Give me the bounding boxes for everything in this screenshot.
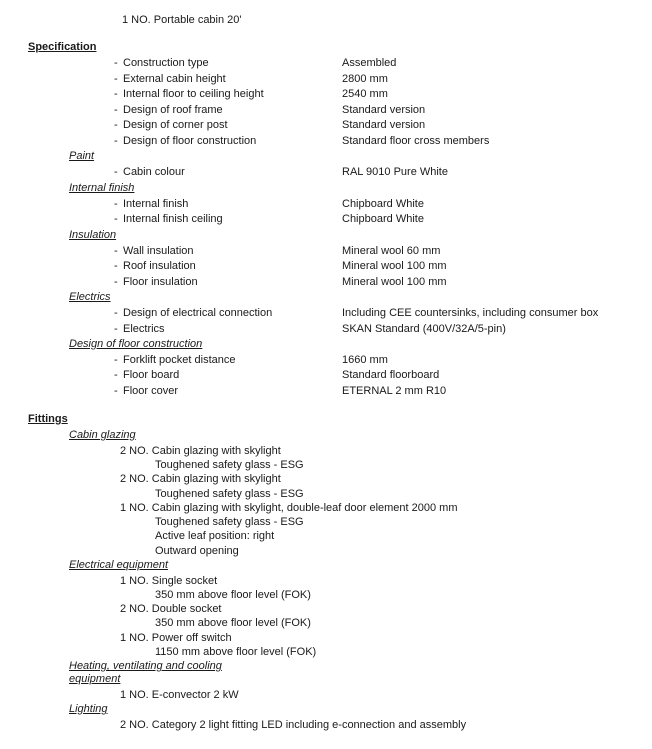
bullet-dash: -	[114, 245, 118, 257]
lighting-subheading: Lighting	[69, 703, 108, 715]
bullet-dash: -	[114, 135, 118, 147]
bullet-dash: -	[114, 73, 118, 85]
spec-label: Wall insulation	[123, 245, 194, 257]
spec-label: Design of electrical connection	[123, 307, 273, 319]
bullet-dash: -	[114, 354, 118, 366]
spec-value: Standard floor cross members	[342, 135, 490, 147]
cabin-glazing-subheading: Cabin glazing	[69, 429, 136, 441]
spec-value: SKAN Standard (400V/32A/5-pin)	[342, 323, 506, 335]
fitting-item: 1 NO. Cabin glazing with skylight, double-leaf door element 2000 mm	[120, 502, 458, 514]
fitting-item: 1 NO. E-convector 2 kW	[120, 689, 239, 701]
fitting-item: 2 NO. Cabin glazing with skylight	[120, 473, 281, 485]
spec-label: Roof insulation	[123, 260, 196, 272]
spec-label: Floor cover	[123, 385, 179, 397]
fitting-item: 2 NO. Cabin glazing with skylight	[120, 445, 281, 457]
spec-value: Mineral wool 60 mm	[342, 245, 441, 257]
spec-value: 2540 mm	[342, 88, 388, 100]
top-item: 1 NO. Portable cabin 20'	[122, 14, 242, 26]
spec-label: Internal floor to ceiling height	[123, 88, 264, 100]
fitting-detail: Active leaf position: right	[155, 530, 275, 542]
spec-value: Mineral wool 100 mm	[342, 260, 447, 272]
bullet-dash: -	[114, 88, 118, 100]
specification-heading: Specification	[28, 41, 97, 53]
fitting-item: 2 NO. Category 2 light fitting LED including e-connection and assembly	[120, 719, 467, 731]
hvac-subheading-line2: equipment	[69, 673, 121, 685]
spec-value: Including CEE countersinks, including consumer box	[342, 307, 599, 319]
spec-label: Floor board	[123, 369, 180, 381]
bullet-dash: -	[114, 385, 118, 397]
spec-value: 2800 mm	[342, 73, 388, 85]
spec-label: Design of floor construction	[123, 135, 257, 147]
paint-subheading: Paint	[69, 150, 95, 162]
spec-label: Design of corner post	[123, 119, 228, 131]
bullet-dash: -	[114, 213, 118, 225]
spec-label: External cabin height	[123, 73, 226, 85]
bullet-dash: -	[114, 307, 118, 319]
bullet-dash: -	[114, 198, 118, 210]
fitting-detail: Outward opening	[155, 545, 239, 557]
insulation-subheading: Insulation	[69, 229, 117, 241]
electrical-equipment-subheading: Electrical equipment	[69, 559, 169, 571]
hvac-subheading-line1: Heating, ventilating and cooling	[69, 660, 222, 672]
spec-value: Chipboard White	[342, 198, 424, 210]
bullet-dash: -	[114, 369, 118, 381]
bullet-dash: -	[114, 166, 118, 178]
spec-value: 1660 mm	[342, 354, 388, 366]
fitting-item: 2 NO. Double socket	[120, 603, 222, 615]
fittings-heading: Fittings	[28, 413, 68, 425]
electrics-subheading: Electrics	[69, 291, 111, 303]
fitting-detail: Toughened safety glass - ESG	[155, 516, 304, 528]
bullet-dash: -	[114, 119, 118, 131]
spec-label: Cabin colour	[123, 166, 185, 178]
spec-label: Internal finish	[123, 198, 189, 210]
bullet-dash: -	[114, 276, 118, 288]
spec-label: Electrics	[123, 323, 165, 335]
spec-value: Standard floorboard	[342, 369, 440, 381]
fitting-detail: Toughened safety glass - ESG	[155, 459, 304, 471]
spec-label: Design of roof frame	[123, 104, 223, 116]
bullet-dash: -	[114, 57, 118, 69]
spec-label: Floor insulation	[123, 276, 198, 288]
bullet-dash: -	[114, 104, 118, 116]
bullet-dash: -	[114, 260, 118, 272]
spec-label: Forklift pocket distance	[123, 354, 236, 366]
fitting-detail: 350 mm above floor level (FOK)	[155, 617, 311, 629]
fitting-detail: 350 mm above floor level (FOK)	[155, 589, 311, 601]
spec-value: Mineral wool 100 mm	[342, 276, 447, 288]
spec-value: Standard version	[342, 119, 426, 131]
floor-construction-subheading: Design of floor construction	[69, 338, 203, 350]
spec-value: ETERNAL 2 mm R10	[342, 385, 447, 397]
bullet-dash: -	[114, 323, 118, 335]
spec-label: Construction type	[123, 57, 209, 69]
fitting-detail: Toughened safety glass - ESG	[155, 488, 304, 500]
spec-label: Internal finish ceiling	[123, 213, 223, 225]
spec-value: Standard version	[342, 104, 426, 116]
spec-value: Assembled	[342, 57, 397, 69]
internal-finish-subheading: Internal finish	[69, 182, 135, 194]
fitting-item: 1 NO. Power off switch	[120, 632, 232, 644]
fitting-detail: 1150 mm above floor level (FOK)	[155, 646, 317, 658]
fitting-item: 1 NO. Single socket	[120, 575, 218, 587]
spec-value: Chipboard White	[342, 213, 424, 225]
spec-value: RAL 9010 Pure White	[342, 166, 448, 178]
